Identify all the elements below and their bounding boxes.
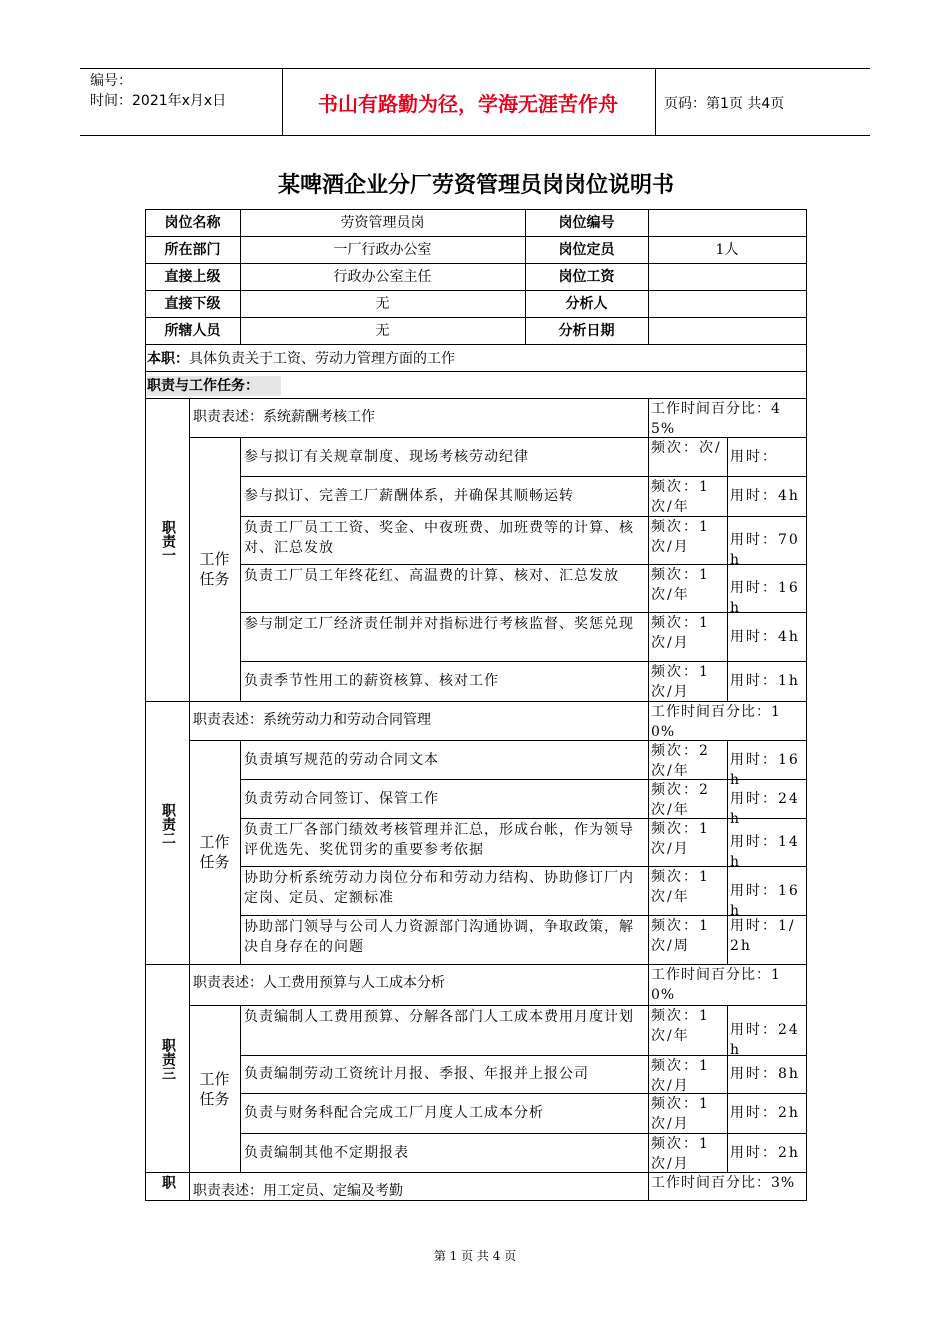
document-title: 某啤酒企业分厂劳资管理员岗岗位说明书 bbox=[277, 173, 674, 198]
duty-statement: 职责表述：系统劳动力和劳动合同管理 bbox=[193, 712, 431, 728]
task-time: 用时：2h bbox=[730, 1144, 800, 1161]
main-duty-bottom bbox=[145, 371, 807, 372]
task-frequency: 频次：1次/月 bbox=[651, 821, 710, 857]
main-duty bbox=[147, 349, 455, 369]
task-time: 用时： bbox=[730, 448, 778, 465]
duty-inner-border bbox=[189, 1172, 190, 1201]
info-label: 分析日期 bbox=[558, 323, 615, 339]
work-task-label: 工作任务 bbox=[199, 550, 230, 588]
task-description: 负责劳动合同签订、保管工作 bbox=[244, 790, 439, 807]
info-row-border bbox=[145, 317, 807, 318]
task-description: 参与拟订、完善工厂薪酬体系，并确保其顺畅运转 bbox=[244, 488, 574, 504]
info-label: 所辖人员 bbox=[164, 323, 221, 339]
task-time: 用时：16h bbox=[730, 751, 800, 788]
task-frequency: 频次：1次/年 bbox=[651, 869, 710, 905]
percent-col-border bbox=[648, 398, 649, 438]
info-label: 分析人 bbox=[565, 296, 608, 312]
task-time: 用时：70h bbox=[730, 532, 800, 568]
header-page-info: 页码：第1页 共4页 bbox=[664, 96, 785, 112]
task-description: 负责与财务科配合完成工厂月度人工成本分析 bbox=[244, 1105, 544, 1121]
task-col-border bbox=[240, 1005, 241, 1173]
task-description: 负责编制人工费用预算、分解各部门人工成本费用月度计划 bbox=[244, 1009, 634, 1025]
task-time: 用时：4h bbox=[730, 628, 800, 645]
task-frequency: 频次：1次/年 bbox=[651, 1008, 710, 1044]
task-frequency: 频次：1次/年 bbox=[651, 479, 710, 515]
freq-col-border bbox=[648, 740, 649, 965]
task-frequency: 频次：次/ bbox=[651, 440, 722, 456]
task-description: 参与制定工厂经济责任制并对指标进行考核监督、奖惩兑现 bbox=[244, 616, 634, 632]
table-right-border bbox=[806, 344, 807, 1201]
info-label: 直接下级 bbox=[164, 296, 221, 312]
tasks-header: 职责与工作任务： bbox=[147, 376, 281, 396]
info-row-border bbox=[145, 209, 807, 210]
info-label: 岗位工资 bbox=[558, 269, 615, 285]
info-value: 1人 bbox=[715, 242, 739, 258]
table-bottom-border bbox=[145, 1200, 807, 1201]
task-time: 用时：8h bbox=[730, 1066, 800, 1082]
duty-percent: 工作时间百分比：45% bbox=[651, 401, 781, 437]
info-row-border bbox=[145, 263, 807, 264]
page-footer: 第 1 页 共 4 页 bbox=[433, 1249, 517, 1263]
header-top-rule bbox=[80, 68, 870, 69]
main-duty-label: 本职： bbox=[147, 351, 189, 367]
task-frequency: 频次：2次/年 bbox=[651, 782, 710, 818]
task-frequency: 频次：1次/月 bbox=[651, 1096, 710, 1132]
info-value: 劳资管理员岗 bbox=[340, 215, 425, 231]
duty-statement: 职责表述：人工费用预算与人工成本分析 bbox=[193, 975, 445, 991]
task-frequency: 频次：1次/年 bbox=[651, 567, 710, 603]
duty-label: 职责一 bbox=[160, 519, 176, 562]
header-motto: 书山有路勤为径，学海无涯苦作舟 bbox=[318, 92, 618, 116]
percent-col-border bbox=[648, 964, 649, 1006]
duty-statement: 职责表述：系统薪酬考核工作 bbox=[193, 409, 375, 425]
duty-label: 职责二 bbox=[160, 802, 176, 845]
info-value: 无 bbox=[375, 296, 390, 312]
duty-percent: 工作时间百分比：10% bbox=[651, 704, 781, 740]
task-time: 用时：16h bbox=[730, 580, 800, 616]
duty-percent: 工作时间百分比：3% bbox=[651, 1175, 796, 1191]
info-value: 一厂行政办公室 bbox=[333, 242, 432, 258]
task-description: 负责工厂各部门绩效考核管理并汇总，形成台帐，作为领导评优选先、奖优罚劣的重要参考依据 bbox=[244, 822, 634, 858]
work-task-label: 工作任务 bbox=[199, 1069, 230, 1108]
task-time: 用时：16h bbox=[730, 882, 800, 919]
duty-statement: 职责表述：用工定员、定编及考勤 bbox=[193, 1183, 403, 1199]
info-value: 行政办公室主任 bbox=[333, 269, 432, 285]
info-label: 岗位定员 bbox=[558, 242, 615, 258]
task-time: 用时：1h bbox=[730, 673, 800, 689]
task-frequency: 频次：1次/月 bbox=[651, 615, 710, 651]
task-time: 用时：24h bbox=[730, 790, 800, 827]
task-frequency: 频次：1次/月 bbox=[651, 664, 710, 700]
info-col-border bbox=[806, 209, 807, 345]
document-number-label: 编号： bbox=[90, 73, 132, 89]
task-description: 协助部门领导与公司人力资源部门沟通协调，争取政策，解决自身存在的问题 bbox=[244, 919, 634, 955]
info-label: 直接上级 bbox=[164, 269, 221, 285]
task-time: 用时：24h bbox=[730, 1022, 800, 1058]
task-frequency: 频次：1次/月 bbox=[651, 1136, 710, 1172]
task-time: 用时：2h bbox=[730, 1105, 800, 1121]
task-description: 参与拟订有关规章制度、现场考核劳动纪律 bbox=[244, 448, 529, 465]
info-value: 无 bbox=[375, 323, 390, 339]
info-col-border bbox=[648, 209, 649, 345]
document-date: 时间：2021年x月x日 bbox=[90, 93, 227, 109]
main-duty-top bbox=[145, 344, 807, 345]
task-frequency: 频次：1次/月 bbox=[651, 519, 710, 555]
table-left-border bbox=[145, 344, 146, 1201]
task-frequency: 频次：1次/月 bbox=[651, 1058, 710, 1094]
percent-col-border bbox=[648, 701, 649, 741]
duty-label: 职责三 bbox=[160, 1038, 176, 1080]
task-frequency: 频次：1次/周 bbox=[651, 918, 710, 954]
duty-label: 职 bbox=[160, 1175, 176, 1189]
main-duty-text: 具体负责关于工资、劳动力管理方面的工作 bbox=[189, 351, 455, 367]
task-description: 负责季节性用工的薪资核算、核对工作 bbox=[244, 673, 499, 689]
duty-percent: 工作时间百分比：10% bbox=[651, 967, 781, 1003]
task-description: 负责工厂员工年终花红、高温费的计算、核对、汇总发放 bbox=[244, 568, 619, 584]
header-bottom-rule bbox=[80, 135, 870, 136]
task-time: 用时：1/2h bbox=[730, 918, 796, 954]
time-col-border bbox=[727, 740, 728, 965]
header-divider-right bbox=[655, 68, 656, 136]
task-description: 负责编制劳动工资统计月报、季报、年报并上报公司 bbox=[244, 1066, 589, 1082]
task-col-border bbox=[240, 740, 241, 965]
freq-col-border bbox=[648, 1005, 649, 1173]
info-label: 所在部门 bbox=[164, 242, 221, 258]
work-task-label: 工作任务 bbox=[199, 833, 230, 871]
task-description: 负责工厂员工工资、奖金、中夜班费、加班费等的计算、核对、汇总发放 bbox=[244, 520, 634, 556]
task-frequency: 频次：2次/年 bbox=[651, 743, 710, 779]
task-description: 负责填写规范的劳动合同文本 bbox=[244, 751, 439, 768]
info-label: 岗位编号 bbox=[558, 215, 615, 231]
info-label: 岗位名称 bbox=[164, 215, 221, 231]
task-description: 协助分析系统劳动力岗位分布和劳动力结构、协助修订厂内定岗、定员、定额标准 bbox=[244, 870, 634, 906]
task-description: 负责编制其他不定期报表 bbox=[244, 1144, 409, 1161]
task-time: 用时：14h bbox=[730, 834, 800, 870]
task-time: 用时：4h bbox=[730, 488, 800, 504]
info-row-border bbox=[145, 236, 807, 237]
info-row-border bbox=[145, 290, 807, 291]
time-col-border bbox=[727, 1005, 728, 1173]
percent-col-border bbox=[648, 1172, 649, 1201]
